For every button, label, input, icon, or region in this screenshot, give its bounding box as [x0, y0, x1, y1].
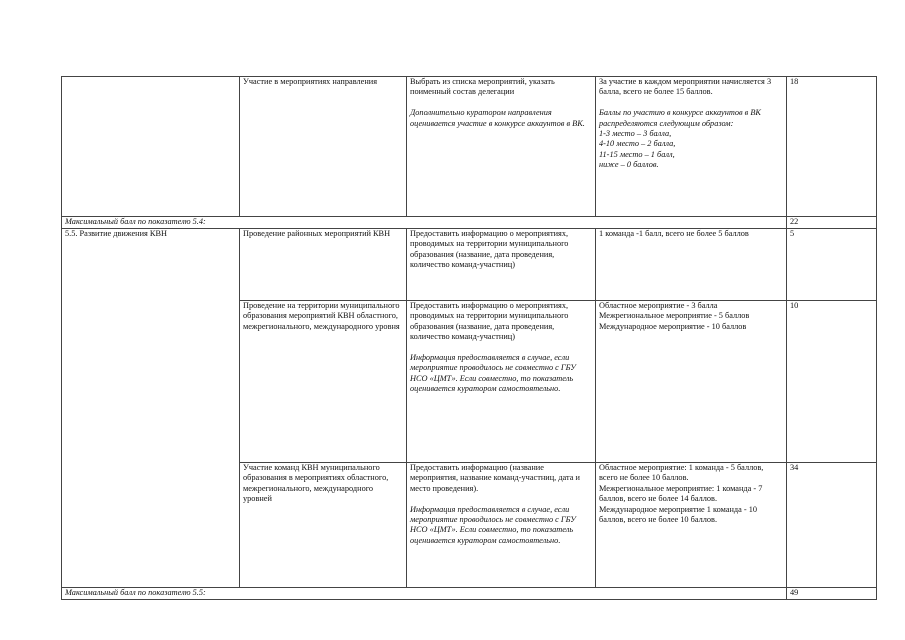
activity-cell	[240, 77, 407, 217]
method-cell	[407, 229, 596, 301]
method-cell	[407, 301, 596, 463]
max-score-value: 34	[790, 463, 799, 472]
criteria-table	[61, 76, 877, 600]
table-row	[62, 77, 877, 217]
indicator-text: 5.5. Развитие движения КВН	[65, 229, 167, 238]
method-cell	[407, 77, 596, 217]
score-line: Международное мероприятие - 10 баллов	[599, 321, 747, 331]
activity-text: Проведение районных мероприятий КВН	[243, 229, 391, 238]
score-cell	[596, 463, 787, 588]
total-value: 49	[790, 588, 799, 597]
activity-cell	[240, 229, 407, 301]
score-line: Областное мероприятие: 1 команда - 5 баллов, всего не более 10 баллов.	[599, 463, 764, 483]
method-text: Предоставить информацию о мероприятиях, проводимых на территории муниципального образования (название, дата проведения, количество команд-участниц)	[410, 301, 569, 342]
activity-text: Участие команд КВН муниципального образования в мероприятиях областного, межрегионального, международного уровней	[243, 463, 389, 504]
total-label-text: Максимальный балл по показателю 5.4:	[65, 217, 206, 226]
max-score-cell	[787, 229, 877, 301]
score-note: Баллы по участию в конкурсе аккаунтов в ВК распределяются следующим образом:	[599, 108, 761, 128]
score-cell	[596, 301, 787, 463]
score-text: За участие в каждом мероприятии начисляется 3 балла, всего не более 15 баллов.	[599, 77, 772, 97]
score-cell	[596, 77, 787, 217]
max-score-cell	[787, 77, 877, 217]
max-score-value: 10	[790, 301, 799, 310]
score-line: 1-3 место – 3 балла,	[599, 129, 672, 139]
total-value-cell	[787, 588, 877, 600]
score-line: Международное мероприятие 1 команда - 10 баллов, всего не более 10 баллов.	[599, 504, 758, 525]
score-line: Межрегиональное мероприятие - 5 баллов	[599, 311, 750, 321]
activity-cell	[240, 301, 407, 463]
max-score-value: 18	[790, 77, 799, 86]
method-cell	[407, 463, 596, 588]
activity-text: Проведение на территории муниципального образования мероприятий КВН областного, межрегионального, международного уровня	[243, 301, 400, 331]
score-text: 1 команда -1 балл, всего не более 5 баллов	[599, 229, 749, 238]
score-line: Межрегиональное мероприятие: 1 команда - 7 баллов, всего не более 14 баллов.	[599, 483, 763, 504]
score-line: 11-15 место – 1 балл,	[599, 149, 675, 159]
method-text: Выбрать из списка мероприятий, указать поименный состав делегации	[410, 77, 555, 97]
total-label	[62, 217, 787, 229]
max-score-cell	[787, 463, 877, 588]
table-row	[62, 229, 877, 301]
max-score-value: 5	[790, 229, 795, 238]
method-text: Предоставить информацию (название мероприятия, название команд-участниц, дата и место проведения).	[410, 463, 580, 493]
method-text: Предоставить информацию о мероприятиях, проводимых на территории муниципального образования (название, дата проведения, количество команд-участниц)	[410, 229, 569, 270]
activity-cell	[240, 463, 407, 588]
score-line: 4-10 место – 2 балла,	[599, 139, 676, 149]
indicator-cell	[62, 77, 240, 217]
max-score-cell	[787, 301, 877, 463]
total-value: 22	[790, 217, 799, 226]
total-value-cell	[787, 217, 877, 229]
indicator-cell	[62, 229, 240, 588]
table-row-total	[62, 217, 877, 229]
method-note: Информация предоставляется в случае, если мероприятие проводилось не совместно с ГБУ НСО «ЦМТ». Если совместно, то показатель оценивается куратором самостоятельно.	[410, 504, 576, 545]
score-line: Областное мероприятие - 3 балла	[599, 301, 718, 310]
total-label-text: Максимальный балл по показателю 5.5:	[65, 588, 206, 597]
score-cell	[596, 229, 787, 301]
table-row-total	[62, 588, 877, 600]
activity-text: Участие в мероприятиях направления	[243, 77, 378, 86]
score-line: ниже – 0 баллов.	[599, 160, 659, 170]
method-note: Информация предоставляется в случае, если мероприятие проводилось не совместно с ГБУ НСО «ЦМТ». Если совместно, то показатель оценивается куратором самостоятельно.	[410, 353, 576, 394]
total-label	[62, 588, 787, 600]
method-note: Дополнительно куратором направления оценивается участие в конкурсе аккаунтов в ВК.	[410, 108, 585, 128]
